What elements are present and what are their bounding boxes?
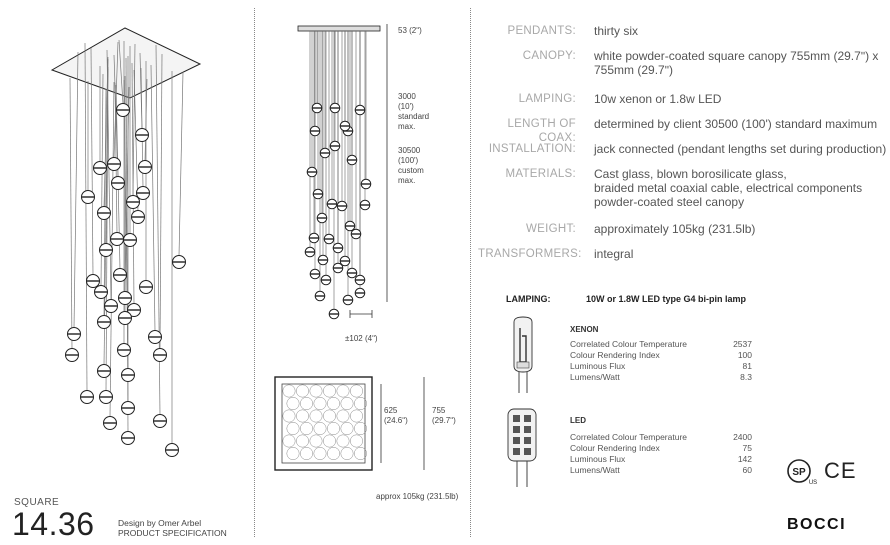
plan-inner-dimension: [384, 406, 408, 426]
spec-key: TRANSFORMERS:: [478, 248, 582, 260]
csa-us-text: US: [808, 480, 818, 486]
plan-view-drawing: [274, 376, 374, 472]
spec-key: CANOPY:: [522, 50, 576, 62]
led-cri-row: [570, 443, 752, 454]
custom-length-dimension: [398, 146, 424, 186]
outer-mm: 755: [432, 406, 446, 415]
xenon-cct-row: [570, 339, 752, 350]
designer-credit: [118, 518, 227, 538]
prop-label: Correlated Colour Temperature: [570, 432, 688, 442]
standard-word: standard: [398, 112, 430, 121]
spec-value-line: 755mm (29.7ʺ): [594, 63, 673, 77]
led-lpw-row: [570, 465, 752, 476]
spec-key: PENDANTS:: [507, 25, 576, 37]
spec-value: integral: [594, 247, 634, 261]
standard-value: 3000: [398, 92, 416, 101]
prop-label: Colour Rendering Index: [570, 443, 660, 453]
spec-key: LENGTH OF COAX:: [507, 118, 576, 144]
standard-imperial: (10'): [398, 102, 414, 111]
prop-label: Lumens/Watt: [570, 465, 620, 475]
xenon-lpw-row: [570, 372, 752, 383]
collection-label: SQUARE: [14, 497, 60, 508]
spec-key: MATERIALS:: [505, 168, 576, 180]
spec-value: thirty six: [594, 24, 639, 38]
elevation-drawing: [290, 18, 400, 338]
prop-value: 81: [742, 361, 752, 371]
prop-value: 142: [737, 454, 752, 464]
lamping-section-desc: 10W or 1.8W LED type G4 bi-pin lamp: [586, 294, 747, 304]
csa-certification-icon: [786, 458, 818, 486]
spec-value: approximately 105kg (231.5lb): [594, 222, 756, 236]
inner-mm: 625: [384, 406, 398, 415]
canopy-drop-dimension: 53 (2ʺ): [398, 26, 422, 35]
pendant-diameter-dimension: ±102 (4ʺ): [345, 334, 378, 343]
spec-row-materials: [478, 167, 888, 209]
standard-max: max.: [398, 122, 416, 131]
spec-value-line: Cast glass, blown borosilicate glass,: [594, 167, 787, 181]
prop-value: 2400: [733, 432, 752, 442]
spec-value-line: white powder-coated square canopy 755mm (29.7ʺ) x: [594, 49, 879, 63]
spec-value-line: powder-coated steel canopy: [594, 195, 745, 209]
custom-imperial: (100'): [398, 156, 419, 165]
prop-label: Lumens/Watt: [570, 372, 620, 382]
custom-word: custom: [398, 166, 424, 175]
ce-mark-icon: CE: [824, 458, 857, 483]
xenon-label: XENON: [570, 325, 599, 334]
model-number: 14.36: [12, 506, 95, 542]
xenon-bulb-icon: [508, 316, 538, 394]
prop-label: Correlated Colour Temperature: [570, 339, 688, 349]
spec-value: [594, 49, 888, 77]
prop-value: 100: [737, 350, 752, 360]
chandelier-perspective-drawing: [0, 0, 250, 470]
spec-row-canopy: [478, 49, 888, 77]
standard-length-dimension: [398, 92, 429, 132]
xenon-cri-row: [570, 350, 752, 361]
bocci-logo: BOCCI: [787, 516, 847, 533]
spec-key: WEIGHT:: [525, 223, 576, 235]
designer-text: Design by Omer Arbel: [118, 518, 202, 528]
doc-type-text: PRODUCT SPECIFICATION: [118, 528, 227, 538]
weight-note: approx 105kg (231.5lb): [376, 492, 459, 501]
prop-value: 75: [742, 443, 752, 453]
spec-value: [594, 167, 888, 209]
outer-in: (29.7ʺ): [432, 416, 456, 425]
prop-value: 60: [742, 465, 752, 475]
divider-left: [254, 8, 255, 537]
spec-key: INSTALLATION:: [488, 143, 576, 155]
spec-value: jack connected (pendant lengths set during production): [594, 142, 887, 156]
plan-outer-dimension: [432, 406, 456, 426]
prop-value: 2537: [733, 339, 752, 349]
inner-in: (24.6ʺ): [384, 416, 408, 425]
spec-row-weight: [478, 222, 888, 236]
prop-value: 8.3: [740, 372, 752, 382]
spec-value: 10w xenon or 1.8w LED: [594, 92, 722, 106]
spec-key: LAMPING:: [518, 93, 576, 105]
spec-value-line: braided metal coaxial cable, electrical components: [594, 181, 863, 195]
xenon-flux-row: [570, 361, 752, 372]
divider-right: [470, 8, 471, 537]
spec-row-lamping: [478, 92, 888, 106]
prop-label: Luminous Flux: [570, 361, 626, 371]
lamping-section-title: LAMPING:: [506, 294, 551, 304]
prop-label: Colour Rendering Index: [570, 350, 660, 360]
spec-row-transformers: [478, 247, 888, 261]
led-bulb-icon: [505, 408, 539, 488]
led-flux-row: [570, 454, 752, 465]
spec-row-pendants: [478, 24, 888, 38]
custom-value: 30500: [398, 146, 421, 155]
spec-row-coax: [478, 117, 888, 145]
spec-row-installation: [478, 142, 888, 156]
csa-mark-text: SP: [792, 467, 806, 478]
custom-max: max.: [398, 176, 416, 185]
led-cct-row: [570, 432, 752, 443]
prop-label: Luminous Flux: [570, 454, 626, 464]
spec-value: determined by client 30500 (100') standard maximum: [594, 117, 878, 131]
led-label: LED: [570, 416, 586, 425]
